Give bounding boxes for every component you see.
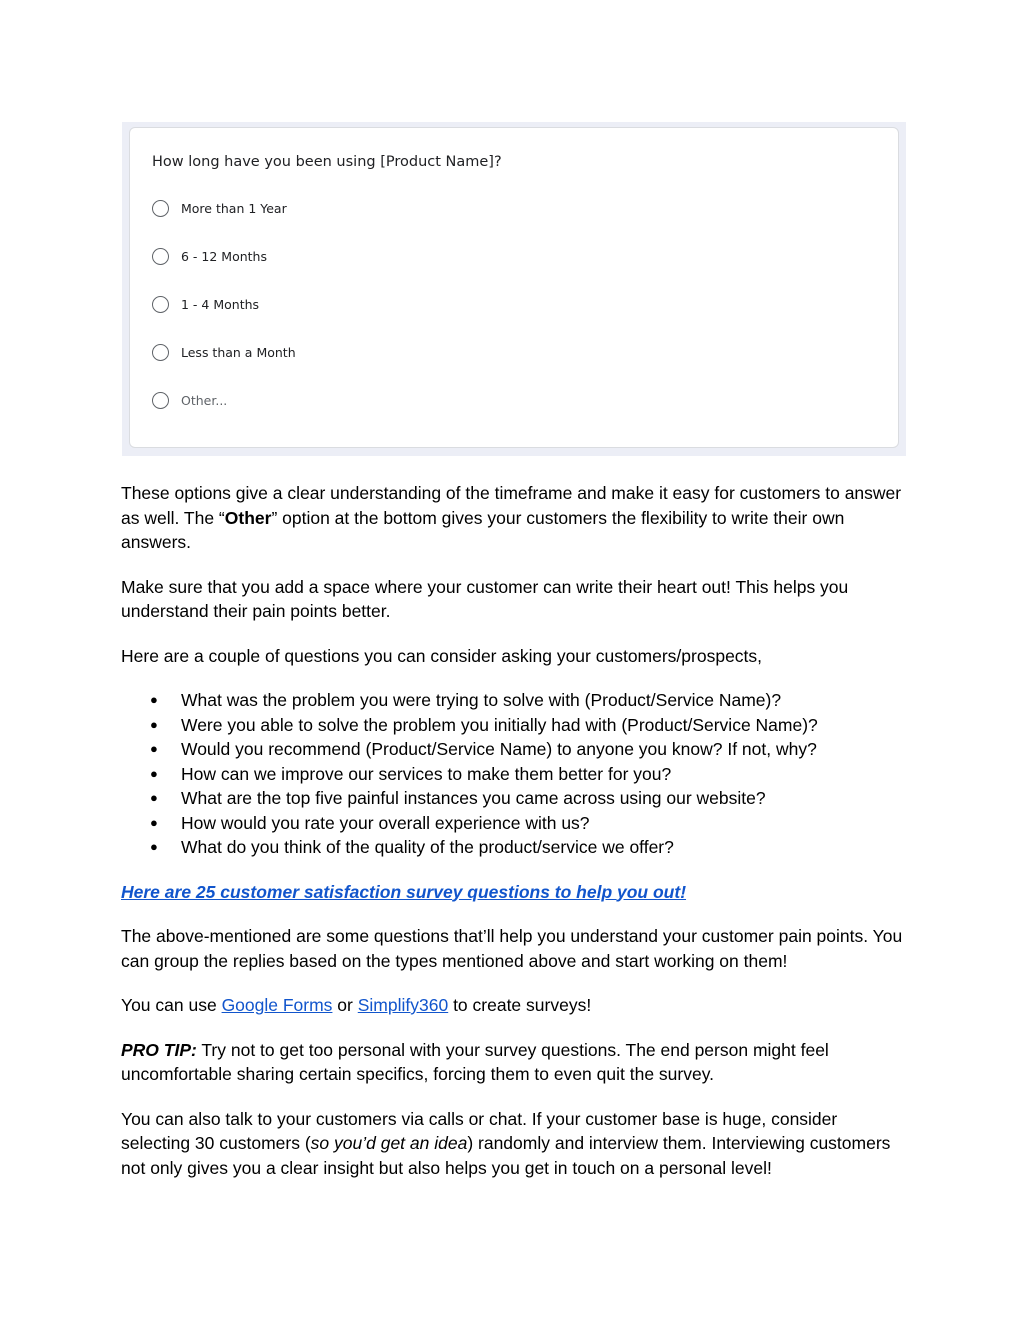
text-segment: to create surveys! [448,995,592,1015]
list-item: ● How would you rate your overall experience with us? [121,811,911,836]
radio-circle-icon[interactable] [152,392,169,409]
paragraph-options-explanation [121,481,911,555]
survey-form-screenshot [122,122,906,456]
text-segment: You can use [121,995,222,1015]
google-forms-link[interactable]: Google Forms [221,995,333,1015]
text-segment: You can also talk to your customers via calls or chat. If your customer base is huge, consider selecting 30 customers ( [121,1108,838,1153]
bold-other: Other [224,507,272,528]
list-item: ● What was the problem you were trying to solve with (Product/Service Name)? [121,688,911,713]
option-label-other: Other... [181,393,228,408]
radio-circle-icon[interactable] [152,344,169,361]
radio-option-less-than-a-month[interactable] [152,344,296,361]
list-item: ● What are the top five painful instances you came across using our website? [121,786,911,811]
option-label: 1 - 4 Months [181,297,260,312]
pro-tip-label: PRO TIP: [121,1039,197,1060]
survey-questions-link[interactable]: Here are 25 customer satisfaction survey questions to help you out! [121,881,687,902]
question-list [121,688,911,860]
paragraph-tools [121,993,911,1018]
text-segment: ” option at the bottom gives your customers the flexibility to write their own answers. [121,507,845,552]
survey-form-card [129,127,899,448]
paragraph-pro-tip [121,1038,911,1087]
list-item: ● Were you able to solve the problem you initially had with (Product/Service Name)? [121,713,911,738]
radio-circle-icon[interactable] [152,200,169,217]
radio-option-6-12-months[interactable] [152,248,267,265]
list-item: ● Would you recommend (Product/Service Name) to anyone you know? If not, why? [121,737,911,762]
radio-circle-icon[interactable] [152,248,169,265]
text-segment: ) randomly and interview them. Interviewing customers not only gives you a clear insight but also helps you get in touch on a personal level! [121,1133,891,1178]
option-label: Less than a Month [181,345,296,360]
form-question-title: How long have you been using [Product Name]? [152,154,502,170]
list-item: ● How can we improve our services to make them better for you? [121,762,911,787]
paragraph-open-answer: Make sure that you add a space where your customer can write their heart out! This helps you understand their pain points better. [121,576,849,621]
radio-option-more-than-1-year[interactable] [152,200,287,217]
radio-circle-icon[interactable] [152,296,169,313]
article-body [121,481,911,1200]
paragraph-group-replies: The above-mentioned are some questions that’ll help you understand your customer pain points. You can group the replies based on the types mentioned above and start working on them! [121,926,903,971]
italic-segment: so you’d get an idea [310,1133,468,1153]
paragraph-questions-intro: Here are a couple of questions you can consider asking your customers/prospects, [121,645,763,666]
option-label: 6 - 12 Months [181,249,267,264]
option-label: More than 1 Year [181,201,287,216]
simplify360-link[interactable]: Simplify360 [357,995,449,1015]
list-item: ● What do you think of the quality of the product/service we offer? [121,835,911,860]
text-segment: Try not to get too personal with your survey questions. The end person might feel uncomfortable sharing certain specifics, forcing them to even quit the survey. [121,1039,829,1084]
radio-option-1-4-months[interactable] [152,296,259,313]
text-segment: or [332,995,358,1015]
paragraph-survey-link [121,880,911,905]
radio-option-other[interactable] [152,392,227,409]
text-segment: These options give a clear understanding of the timeframe and make it easy for customers to answer as well. The “ [121,483,902,528]
paragraph-interview [121,1107,911,1181]
